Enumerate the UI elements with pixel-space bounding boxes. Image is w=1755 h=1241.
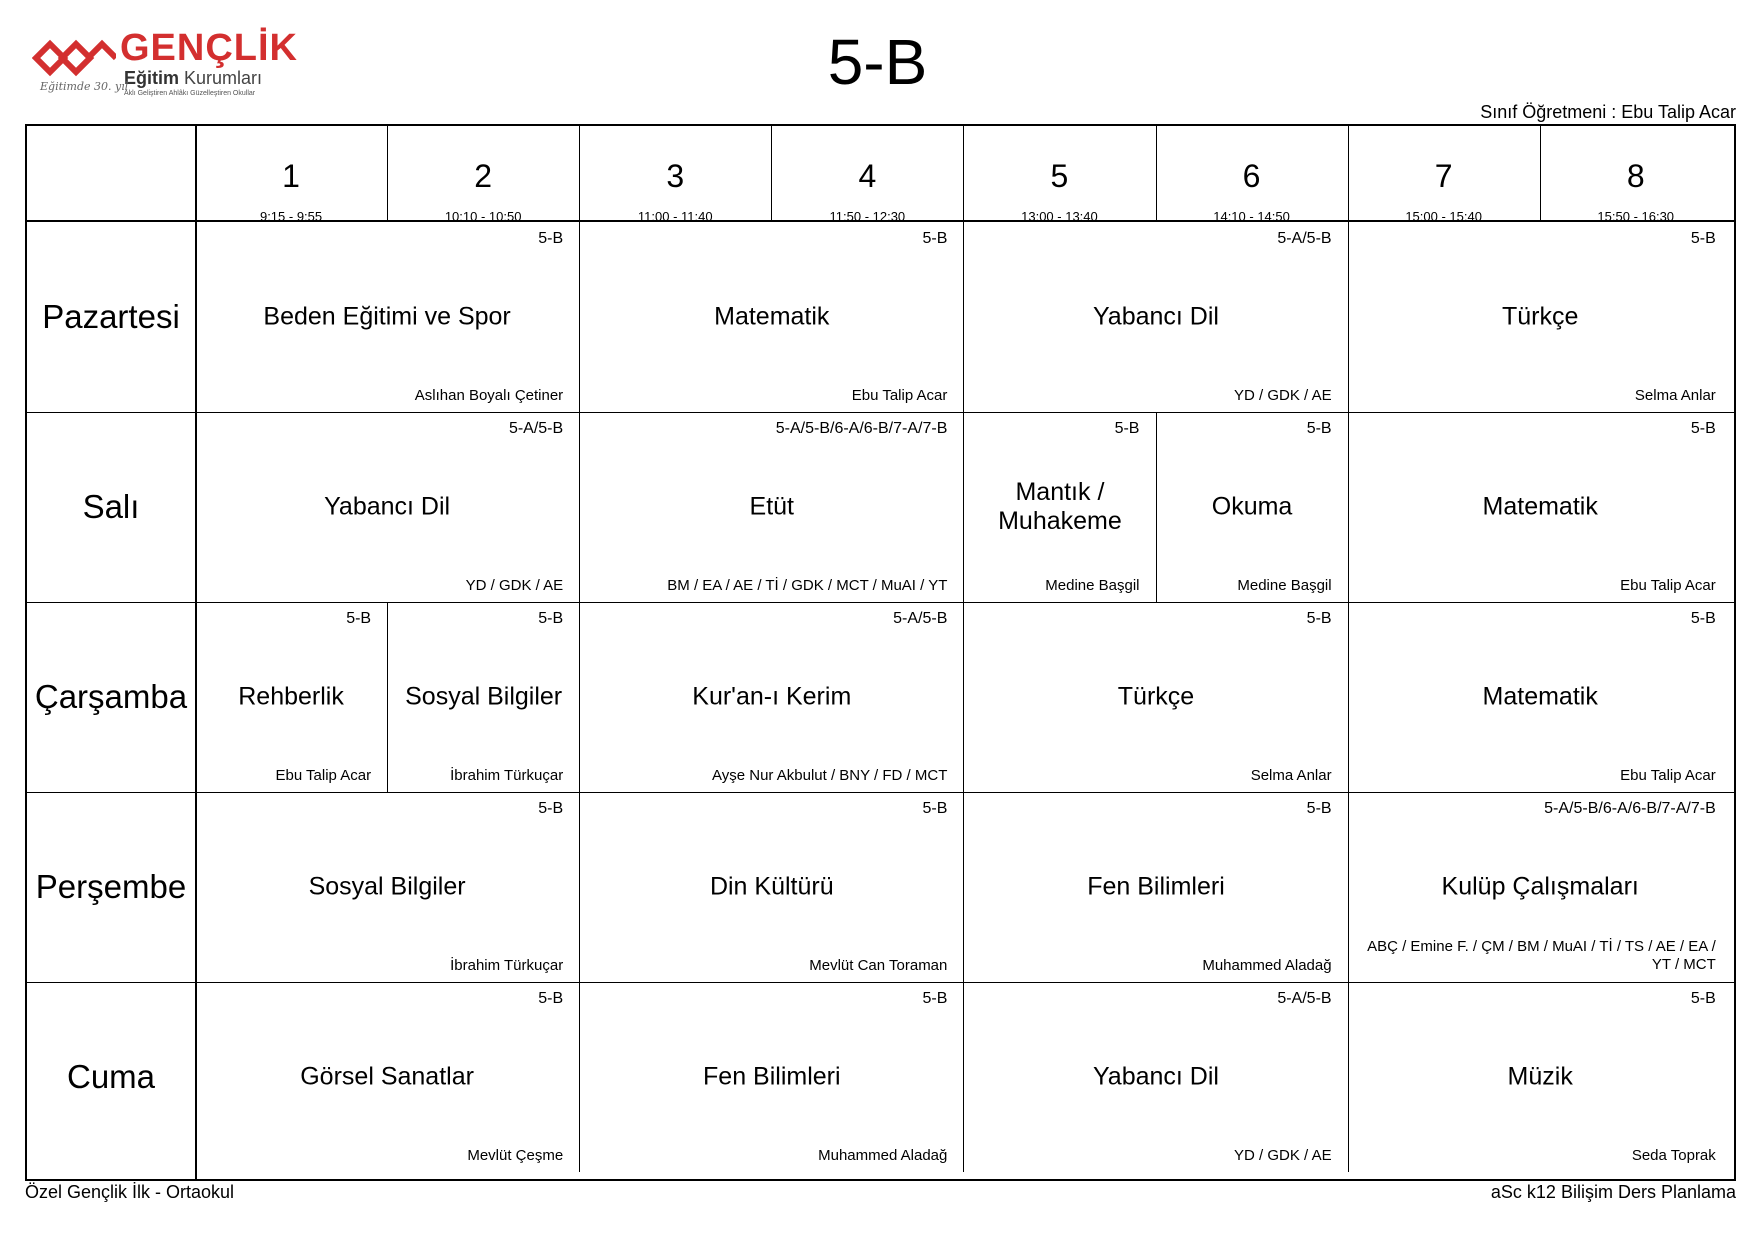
lesson-group: 5-B [922,800,948,817]
lesson-teacher: YD / GDK / AE [1234,387,1332,404]
lesson-teacher: Selma Anlar [1634,387,1716,404]
period-header [771,126,963,224]
logo-brand: GENÇLİK [120,27,298,69]
logo-tagline: Aklı Geliştiren Ahlâkı Güzelleştiren Okullar [124,90,256,97]
lesson-group: 5-A/5-B [1277,990,1332,1007]
logo-motto: Eğitimde 30. yıl [40,80,129,93]
period-time: 15:00 - 15:40 [1405,209,1482,224]
lesson-teacher: Medine Başgil [1237,577,1332,594]
page-title: 5-B [827,26,928,98]
lesson-cell [195,792,579,982]
lesson-subject: Din Kültürü [709,872,834,901]
lesson-teacher: Mevlüt Can Toraman [809,957,948,974]
period-header [1156,126,1348,224]
lesson-subject: Türkçe [1117,682,1195,711]
lesson-group: 5-B [922,990,948,1007]
period-header [963,126,1155,224]
lesson-subject: Etüt [749,492,795,521]
period-header [579,126,771,224]
lesson-subject: Kur'an-ı Kerim [692,682,852,711]
lesson-subject: Matematik [1482,682,1598,711]
lesson-group: 5-B [538,230,564,247]
period-header [1348,126,1540,224]
footer-school-name: Özel Gençlik İlk - Ortaokul [25,1182,235,1202]
lesson-subject: Görsel Sanatlar [300,1062,474,1091]
lesson-teacher: YD / GDK / AE [465,577,564,594]
lesson-group: 5-B [538,990,564,1007]
lesson-cell [1348,602,1732,792]
lesson-cell [963,412,1155,602]
lesson-group: 5-B [1690,420,1716,437]
lesson-subject: Yabancı Dil [1092,1062,1219,1091]
lesson-teacher: Muhammed Aladağ [818,1147,948,1164]
day-label: Perşembe [35,868,187,905]
lesson-cell [579,222,963,412]
header-column-divider [579,126,580,220]
day-label: Çarşamba [34,678,188,715]
lesson-cell [195,982,579,1172]
lesson-subject: Müzik [1507,1062,1573,1091]
period-number: 1 [282,158,300,194]
lesson-cell [963,792,1347,982]
lesson-teacher: YD / GDK / AE [1234,1147,1332,1164]
logo-subtitle: Eğitim Kurumları [124,68,263,88]
lesson-teacher: İbrahim Türkuçar [450,957,564,974]
period-header [195,126,387,224]
lesson-cell [1348,982,1732,1172]
lesson-subject: Rehberlik [238,682,344,711]
day-label: Salı [82,488,140,525]
lesson-subject: Yabancı Dil [324,492,451,521]
lesson-cell [1348,222,1732,412]
lesson-teacher: Ebu Talip Acar [275,767,372,784]
lesson-cell [579,792,963,982]
lesson-teacher: Selma Anlar [1250,767,1332,784]
footer-software: aSc k12 Bilişim Ders Planlama [1490,1182,1736,1202]
lesson-teacher: Seda Toprak [1631,1147,1716,1164]
header-column-divider [1156,126,1157,220]
period-number: 3 [666,158,685,194]
lesson-teacher: BM / EA / AE / Tİ / GDK / MCT / MuAI / YT [667,577,948,594]
lesson-subject: Sosyal Bilgiler [308,872,466,901]
period-time: 14:10 - 14:50 [1213,209,1290,224]
header-column-divider [1540,126,1541,220]
lesson-teacher: Medine Başgil [1045,577,1140,594]
lesson-teacher: Ebu Talip Acar [1620,577,1716,594]
lesson-subject: Mantık / Muhakeme [998,478,1122,535]
lesson-group: 5-B [1306,800,1332,817]
lesson-subject: Fen Bilimleri [1087,872,1225,901]
period-number: 7 [1434,158,1453,194]
period-number: 2 [474,158,493,194]
timetable-grid [25,124,1736,1181]
period-time: 11:00 - 11:40 [637,209,713,224]
lesson-group: 5-B [1114,420,1140,437]
header-column-divider [387,126,388,220]
day-label: Pazartesi [42,298,180,335]
class-teacher: Sınıf Öğretmeni : Ebu Talip Acar [1480,102,1736,122]
period-header [387,126,579,224]
lesson-group: 5-B [1306,420,1332,437]
lesson-group: 5-B [922,230,948,247]
lesson-group: 5-A/5-B [1277,230,1332,247]
day-label: Cuma [66,1058,156,1095]
lesson-teacher: İbrahim Türkuçar [450,767,564,784]
lesson-subject: Fen Bilimleri [703,1062,841,1091]
lesson-cell [195,602,387,792]
lesson-group: 5-A/5-B [508,420,564,437]
lesson-group: 5-B [1690,610,1716,627]
lesson-teacher: Ebu Talip Acar [1620,767,1716,784]
period-time: 9:15 - 9:55 [259,209,323,224]
lesson-teacher: Ayşe Nur Akbulut / BNY / FD / MCT [712,767,948,784]
lesson-subject: Okuma [1211,492,1293,521]
period-number: 5 [1050,158,1069,194]
lesson-group: 5-B [1690,230,1716,247]
lesson-group: 5-B [538,800,564,817]
header-column-divider [963,126,964,220]
period-number: 6 [1242,158,1261,194]
lesson-group: 5-B [1690,990,1716,1007]
lesson-teacher: ABÇ / Emine F. / ÇM / BM / MuAI / Tİ / TS / AE / EA / YT / MCT [1367,938,1716,973]
lesson-cell [1348,412,1732,602]
period-time: 11:50 - 12:30 [829,209,906,224]
lesson-group: 5-B [1306,610,1332,627]
lesson-cell [1348,792,1732,982]
period-time: 13:00 - 13:40 [1021,209,1098,224]
lesson-cell [579,982,963,1172]
lesson-cell [963,982,1347,1172]
lesson-cell [195,412,579,602]
lesson-group: 5-B [538,610,564,627]
lesson-subject: Matematik [714,302,830,331]
lesson-subject: Türkçe [1501,302,1579,331]
lesson-teacher: Muhammed Aladağ [1202,957,1332,974]
period-number: 8 [1626,158,1645,194]
lesson-teacher: Mevlüt Çeşme [467,1147,564,1164]
lesson-subject: Kulüp Çalışmaları [1441,872,1639,901]
header-column-divider [1348,126,1349,220]
lesson-cell [963,602,1347,792]
lesson-teacher: Ebu Talip Acar [851,387,948,404]
lesson-cell [387,602,579,792]
period-time: 15:50 - 16:30 [1597,209,1675,224]
lesson-group: 5-B [346,610,372,627]
lesson-group: 5-A/5-B/6-A/6-B/7-A/7-B [775,420,948,437]
lesson-cell [1156,412,1348,602]
lesson-group: 5-A/5-B/6-A/6-B/7-A/7-B [1544,800,1716,817]
lesson-cell [963,222,1347,412]
lesson-teacher: Aslıhan Boyalı Çetiner [414,387,564,404]
lesson-subject: Beden Eğitimi ve Spor [263,302,511,331]
lesson-cell [579,602,963,792]
header-column-divider [771,126,772,220]
lesson-cell [579,412,963,602]
period-number: 4 [858,158,877,194]
lesson-subject: Matematik [1482,492,1598,521]
lesson-subject: Sosyal Bilgiler [405,682,563,711]
period-header [1540,126,1732,224]
lesson-subject: Yabancı Dil [1092,302,1219,331]
lesson-cell [195,222,579,412]
lesson-group: 5-A/5-B [893,610,948,627]
period-time: 10:10 - 10:50 [444,209,522,224]
